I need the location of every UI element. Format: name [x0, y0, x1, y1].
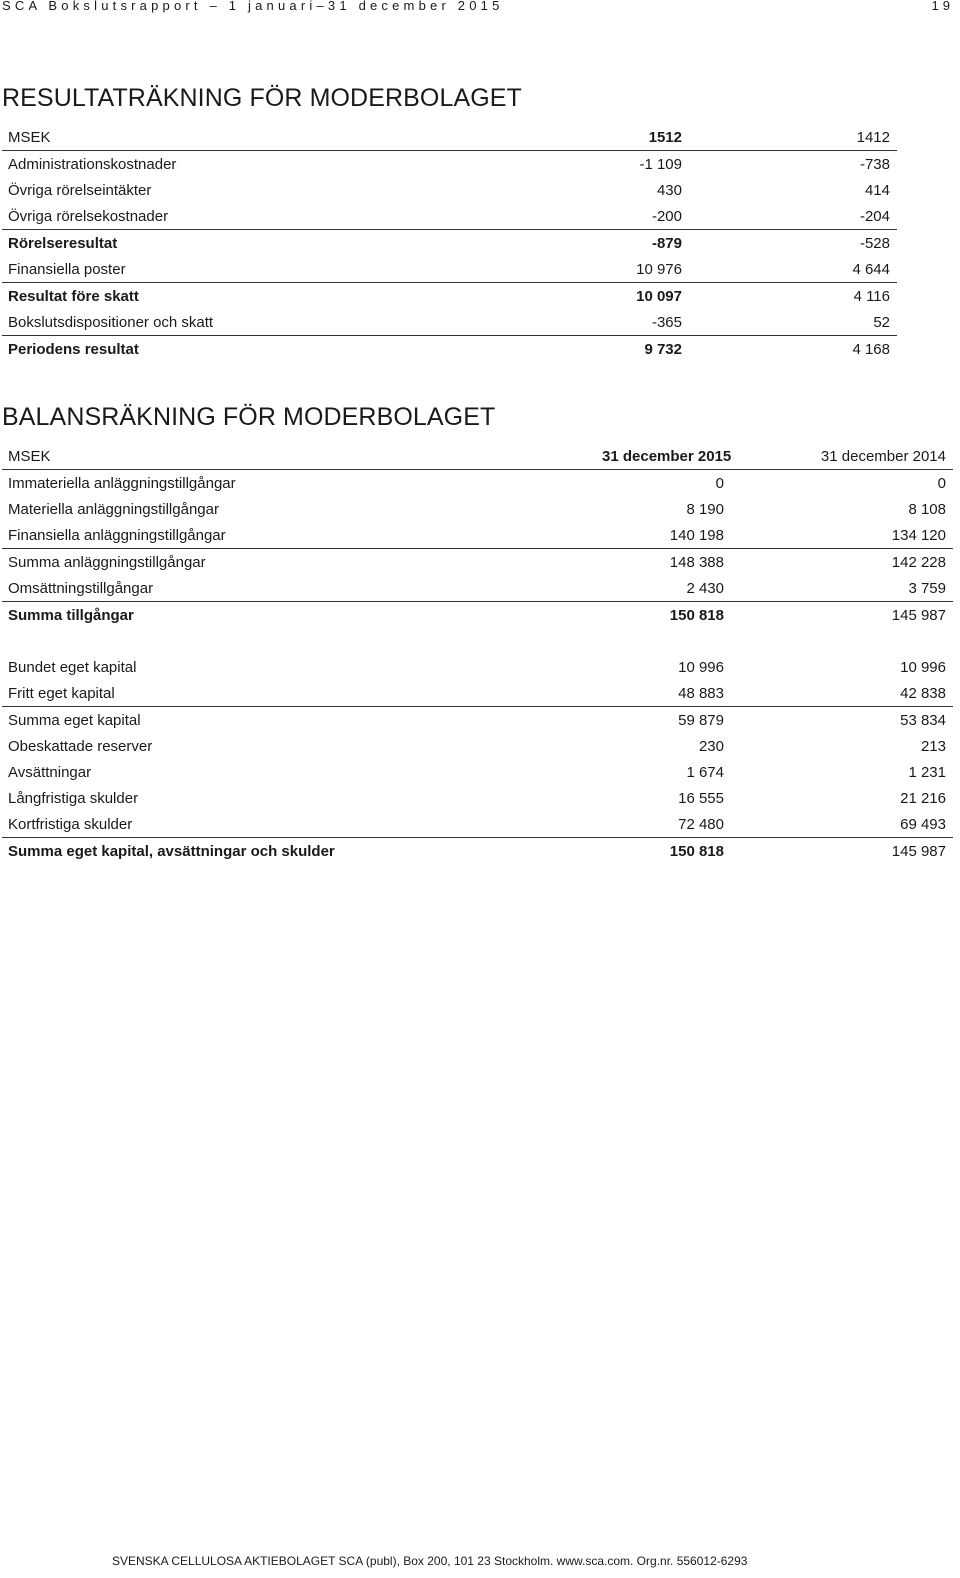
row-current: 2 430: [602, 575, 724, 602]
running-title: SCA Bokslutsrapport – 1 januari–31 december 2015: [2, 0, 504, 13]
row-previous: 4 116: [853, 287, 890, 305]
table-row: [2, 654, 953, 680]
running-header: [0, 0, 960, 14]
row-label: Immateriella anläggningstillgångar: [8, 474, 236, 492]
row-current: 430: [656, 181, 682, 199]
row-label: Kortfristiga skulder: [2, 811, 602, 838]
row-previous: 145 987: [891, 606, 946, 624]
table-row: [2, 496, 953, 522]
row-label: Summa eget kapital: [8, 711, 141, 729]
table-row: [2, 707, 953, 734]
row-label: Övriga rörelsekostnader: [2, 203, 602, 230]
row-current: -200: [602, 203, 682, 230]
row-previous: 4 644: [682, 256, 897, 283]
table-row: [2, 151, 897, 178]
row-previous: 8 108: [908, 500, 946, 518]
page-number: 19: [931, 0, 954, 13]
row-previous: 213: [920, 737, 946, 755]
row-previous: 145 987: [891, 842, 946, 860]
column-current: 1512: [602, 124, 682, 151]
row-label: Finansiella anläggningstillgångar: [2, 522, 602, 549]
row-previous: 69 493: [724, 811, 953, 838]
row-current: 10 976: [602, 256, 682, 283]
unit-label: MSEK: [2, 443, 602, 470]
row-previous: -204: [682, 203, 897, 230]
table-row: [2, 733, 953, 759]
row-previous: 52: [682, 309, 897, 336]
table-row: [2, 309, 897, 336]
row-label: Bokslutsdispositioner och skatt: [2, 309, 602, 336]
row-previous: 21 216: [900, 789, 946, 807]
row-previous: -528: [859, 234, 890, 252]
row-current: -1 109: [639, 155, 682, 173]
row-label: Obeskattade reserver: [8, 737, 153, 755]
row-previous: 142 228: [891, 553, 946, 571]
row-label: Materiella anläggningstillgångar: [8, 500, 219, 518]
row-label: Övriga rörelseintäkter: [8, 181, 152, 199]
table-row: [2, 759, 953, 785]
row-previous: 134 120: [724, 522, 953, 549]
row-label: Summa tillgångar: [8, 606, 134, 624]
table-row: [2, 811, 953, 838]
row-current: 16 555: [678, 789, 724, 807]
row-current: -365: [602, 309, 682, 336]
row-previous: 0: [937, 474, 946, 492]
row-current: 48 883: [602, 680, 724, 707]
table-row: [2, 785, 953, 811]
row-label: Administrationskostnader: [8, 155, 177, 173]
table-row: [2, 230, 897, 257]
table-row: [2, 283, 897, 310]
row-previous: 4 168: [852, 340, 890, 358]
row-label: Resultat före skatt: [8, 287, 139, 305]
row-previous: 414: [864, 181, 890, 199]
row-previous: 3 759: [724, 575, 953, 602]
table-spacer: [2, 628, 953, 654]
row-current: 150 818: [669, 842, 724, 860]
row-current: 72 480: [602, 811, 724, 838]
row-current: 148 388: [669, 553, 724, 571]
table-row: [2, 256, 897, 283]
row-label: Långfristiga skulder: [8, 789, 139, 807]
balance-sheet-title: BALANSRÄKNING FÖR MODERBOLAGET: [2, 403, 496, 431]
row-previous: 10 996: [900, 658, 946, 676]
row-current: -879: [651, 234, 682, 252]
table-row: [2, 203, 897, 230]
table-row: [2, 336, 897, 363]
footer-text: SVENSKA CELLULOSA AKTIEBOLAGET SCA (publ), Box 200, 101 23 Stockholm. www.sca.com. Org.nr. 556012-6293: [112, 1554, 748, 1568]
row-current: 150 818: [669, 606, 724, 624]
row-label: Finansiella poster: [2, 256, 602, 283]
row-current: 10 097: [636, 287, 682, 305]
table-row: [2, 838, 953, 865]
row-label: Summa eget kapital, avsättningar och skulder: [8, 842, 335, 860]
table-row: [2, 177, 897, 203]
column-previous: 1412: [682, 124, 897, 151]
row-label: Periodens resultat: [8, 340, 139, 358]
row-current: 1 674: [686, 763, 724, 781]
row-label: Fritt eget kapital: [2, 680, 602, 707]
row-current: 9 732: [644, 340, 682, 358]
table-header-row: [2, 443, 953, 470]
column-current: 31 december 2015: [602, 443, 724, 470]
table-row: [2, 602, 953, 629]
balance-sheet-table: [2, 443, 953, 864]
income-statement-table: [2, 124, 897, 362]
row-label: Avsättningar: [8, 763, 92, 781]
row-current: 59 879: [678, 711, 724, 729]
row-current: 230: [698, 737, 724, 755]
income-statement-title: RESULTATRÄKNING FÖR MODERBOLAGET: [2, 84, 522, 112]
row-previous: 53 834: [900, 711, 946, 729]
row-label: Omsättningstillgångar: [2, 575, 602, 602]
row-current: 0: [715, 474, 724, 492]
table-row: [2, 470, 953, 497]
row-current: 8 190: [686, 500, 724, 518]
row-previous: 1 231: [908, 763, 946, 781]
row-previous: -738: [859, 155, 890, 173]
row-current: 10 996: [678, 658, 724, 676]
table-row: [2, 549, 953, 576]
table-row: [2, 522, 953, 549]
row-current: 140 198: [602, 522, 724, 549]
row-label: Rörelseresultat: [8, 234, 118, 252]
table-row: [2, 680, 953, 707]
unit-label: MSEK: [2, 124, 602, 151]
row-previous: 42 838: [724, 680, 953, 707]
column-previous: 31 december 2014: [724, 443, 953, 470]
table-header-row: [2, 124, 897, 151]
row-label: Bundet eget kapital: [8, 658, 137, 676]
row-label: Summa anläggningstillgångar: [8, 553, 206, 571]
table-row: [2, 575, 953, 602]
